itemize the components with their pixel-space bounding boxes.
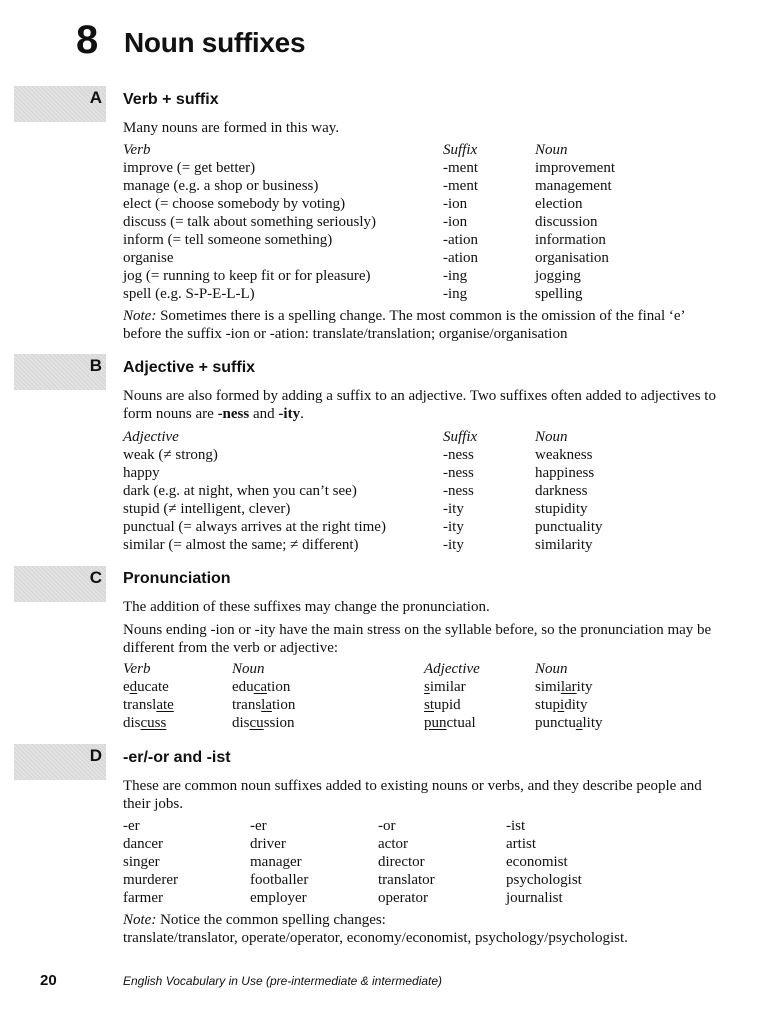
table-cell: manage (e.g. a shop or business) <box>123 178 319 194</box>
table-cell: discuss (= talk about something seriously) <box>123 214 377 230</box>
suffix-column <box>443 446 474 554</box>
note-text: Notice the common spelling changes: <box>156 912 386 928</box>
noun-column <box>535 159 615 303</box>
list-item: footballer <box>250 872 309 888</box>
section-c-para-2: Nouns ending -ion or -ity have the main stress on the syllable before, so the pronunciation may be different from the verb or adjective: <box>123 622 712 656</box>
list-item: economist <box>506 854 568 870</box>
section-b-title: Adjective + suffix <box>123 359 256 376</box>
list-item: driver <box>250 836 286 852</box>
stress-word: punctuality <box>535 715 603 731</box>
section-a-title: Verb + suffix <box>123 91 219 108</box>
intro-text: Nouns are also formed by adding a suffix to an adjective. Two suffixes often added to adjectives to form nouns are <box>123 388 716 422</box>
list-item: murderer <box>123 872 178 888</box>
col-header: -ist <box>506 818 526 834</box>
col-header: -er <box>250 818 267 834</box>
section-a-intro: Many nouns are formed in this way. <box>123 120 340 136</box>
stress-word: similar <box>424 679 466 695</box>
table-cell: -ness <box>443 447 474 463</box>
list-item: operator <box>378 890 428 906</box>
section-c-tab <box>14 566 106 602</box>
chapter-title: Noun suffixes <box>124 27 306 58</box>
stress-word: similarity <box>535 679 593 695</box>
stress-word: discuss <box>123 715 167 731</box>
table-cell: inform (= tell someone something) <box>123 232 333 248</box>
note-label: Note: <box>123 308 157 324</box>
stress-noun-column <box>232 678 295 732</box>
section-b-tab <box>14 354 106 390</box>
list-item: farmer <box>123 890 163 906</box>
table-cell: jogging <box>535 268 581 284</box>
col-header: Adjective <box>123 429 179 445</box>
table-cell: spell (e.g. S-P-E-L-L) <box>123 286 255 302</box>
list-item: director <box>378 854 425 870</box>
section-a-tab <box>14 86 106 122</box>
stress-word: stupid <box>424 697 461 713</box>
stress-noun-column-2 <box>535 678 603 732</box>
intro-text: . <box>300 406 304 422</box>
table-cell: -ness <box>443 465 474 481</box>
col-header: Suffix <box>443 142 478 158</box>
table-cell: jog (= running to keep fit or for pleasure) <box>123 268 371 284</box>
stress-word: punctual <box>424 715 476 731</box>
stress-word: translation <box>232 697 296 713</box>
table-cell: information <box>535 232 606 248</box>
suffix-column <box>443 159 478 303</box>
table-cell: -ion <box>443 214 468 230</box>
col-header: Adjective <box>424 661 480 677</box>
stress-word: translate <box>123 697 174 713</box>
table-cell: happy <box>123 465 160 481</box>
table-cell: -ing <box>443 268 468 284</box>
list-item: employer <box>250 890 307 906</box>
section-c-para-1: The addition of these suffixes may change the pronunciation. <box>123 599 490 615</box>
section-b-intro <box>123 387 723 423</box>
table-cell: -ity <box>443 519 464 535</box>
section-c-title: Pronunciation <box>123 570 231 587</box>
list-item: manager <box>250 854 302 870</box>
col-header: -or <box>378 818 396 834</box>
suffix-term: -ness <box>217 406 250 422</box>
or-column <box>378 817 435 907</box>
table-cell: organisation <box>535 250 609 266</box>
book-title: English Vocabulary in Use (pre-intermediate & intermediate) <box>123 974 443 988</box>
col-header: Noun <box>535 429 568 445</box>
table-cell: -ation <box>443 250 478 266</box>
table-cell: -ment <box>443 160 478 176</box>
list-item: journalist <box>506 890 563 906</box>
table-cell: elect (= choose somebody by voting) <box>123 196 346 212</box>
table-cell: -ity <box>443 537 464 553</box>
verb-column <box>123 159 376 303</box>
table-cell: darkness <box>535 483 588 499</box>
table-cell: similarity <box>535 537 593 553</box>
table-cell: -ment <box>443 178 478 194</box>
ist-column <box>506 817 582 907</box>
note-label: Note: <box>123 912 157 928</box>
table-cell: -ing <box>443 286 468 302</box>
page-number: 20 <box>40 972 57 989</box>
table-cell: stupid (≠ intelligent, clever) <box>123 501 291 517</box>
er-column-2 <box>250 817 308 907</box>
table-cell: -ation <box>443 232 478 248</box>
section-letter: D <box>89 746 102 765</box>
suffix-term: -ity <box>278 406 301 422</box>
table-cell: -ity <box>443 501 464 517</box>
stress-word: education <box>232 679 291 695</box>
table-cell: -ion <box>443 196 468 212</box>
table-cell: punctuality <box>535 519 603 535</box>
list-item: psychologist <box>506 872 582 888</box>
list-item: singer <box>123 854 160 870</box>
list-item: actor <box>378 836 408 852</box>
col-header: Verb <box>123 142 151 158</box>
stress-word: educate <box>123 679 169 695</box>
section-letter: A <box>89 88 102 107</box>
adjective-column <box>123 446 386 554</box>
stress-word: stupidity <box>535 697 588 713</box>
stress-adjective-column <box>424 678 476 732</box>
list-item: dancer <box>123 836 163 852</box>
table-cell: happiness <box>535 465 595 481</box>
intro-text: and <box>249 406 279 422</box>
table-cell: spelling <box>535 286 583 302</box>
section-d-intro: These are common noun suffixes added to existing nouns or verbs, and they describe people and their jobs. <box>123 778 702 812</box>
table-cell: similar (= almost the same; ≠ different) <box>123 537 359 553</box>
col-header: Noun <box>535 661 568 677</box>
section-d-title: -er/-or and -ist <box>123 749 231 766</box>
er-column <box>123 817 178 907</box>
table-cell: improvement <box>535 160 615 176</box>
section-letter: B <box>89 356 102 375</box>
table-cell: -ness <box>443 483 474 499</box>
stress-verb-column <box>123 678 174 732</box>
table-cell: weakness <box>535 447 593 463</box>
col-header: Noun <box>535 142 568 158</box>
list-item: artist <box>506 836 536 852</box>
table-cell: dark (e.g. at night, when you can’t see) <box>123 483 357 499</box>
section-d-tab <box>14 744 106 780</box>
section-d-note <box>123 911 386 929</box>
noun-column <box>535 446 603 554</box>
table-cell: management <box>535 178 612 194</box>
table-cell: stupidity <box>535 501 588 517</box>
note-text: Sometimes there is a spelling change. The most common is the omission of the final ‘e’ before the suffix -ion or -ation: translate/translation; organise/organisation <box>123 308 685 342</box>
section-a-note <box>123 307 723 343</box>
col-header: Noun <box>232 661 265 677</box>
section-letter: C <box>89 568 102 587</box>
chapter-number: 8 <box>76 18 99 62</box>
table-cell: organise <box>123 250 174 266</box>
stress-word: discussion <box>232 715 295 731</box>
table-cell: election <box>535 196 583 212</box>
table-cell: discussion <box>535 214 598 230</box>
table-cell: punctual (= always arrives at the right time) <box>123 519 386 535</box>
col-header: Suffix <box>443 429 478 445</box>
list-item: translator <box>378 872 435 888</box>
table-cell: improve (= get better) <box>123 160 256 176</box>
section-d-note-line-2: translate/translator, operate/operator, economy/economist, psychology/psychologist. <box>123 930 628 946</box>
col-header: Verb <box>123 661 151 677</box>
col-header: -er <box>123 818 140 834</box>
table-cell: weak (≠ strong) <box>123 447 218 463</box>
